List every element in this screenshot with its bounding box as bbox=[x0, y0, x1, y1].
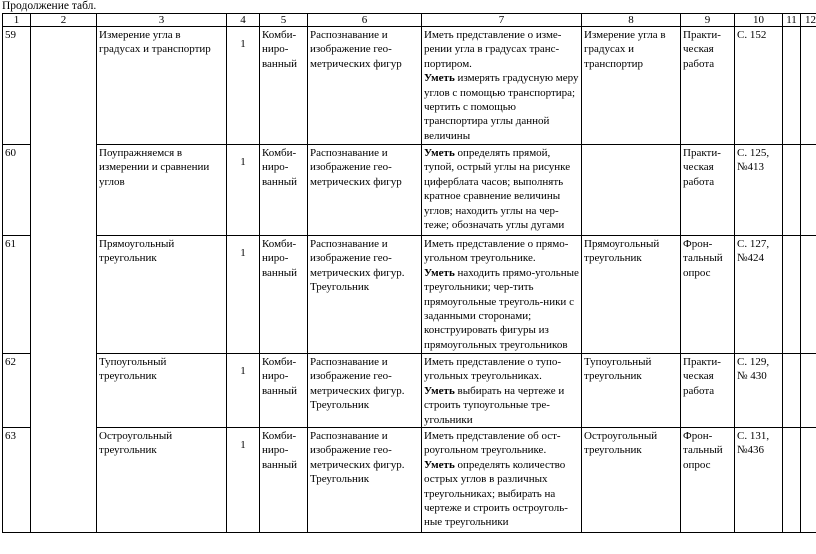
lesson-page: С. 131, №436 bbox=[735, 428, 783, 533]
lesson-col11 bbox=[783, 236, 801, 354]
lesson-activity: Распознавание и изображение гео-метрических фигур bbox=[308, 145, 422, 236]
hours-value: 1 bbox=[240, 156, 246, 168]
column-header: 5 bbox=[260, 14, 308, 27]
lesson-vocabulary: Тупоугольный треугольник bbox=[582, 354, 681, 428]
lesson-activity: Распознавание и изображение гео-метрических фигур. Треугольник bbox=[308, 428, 422, 533]
lesson-page: С. 125, №413 bbox=[735, 145, 783, 236]
lesson-type: Комби-ниро-ванный bbox=[260, 27, 308, 145]
requirements-skill: выбирать на чертеже и строить тупоугольные тре-угольники bbox=[424, 384, 565, 426]
lesson-requirements bbox=[422, 27, 582, 145]
hours-value: 1 bbox=[240, 38, 246, 50]
requirements-skill: находить прямо-угольные треугольники; чер-тить прямоугольные треуголь-ники с заданными сторонами; конструировать фигуры из прямоугольных треугольников bbox=[424, 266, 579, 351]
requirements-skill: определять количество острых углов в различных треугольниках; выбирать на чертеже и строить остроуголь-ные треугольники bbox=[424, 458, 568, 529]
column-header: 2 bbox=[31, 14, 97, 27]
column-header: 3 bbox=[97, 14, 227, 27]
column-header: 10 bbox=[735, 14, 783, 27]
lesson-vocabulary: Остроугольный треугольник bbox=[582, 428, 681, 533]
requirements-skill-label: Уметь bbox=[424, 266, 455, 279]
lesson-topic: Поупражняемся в измерении и сравнении углов bbox=[97, 145, 227, 236]
column-header: 6 bbox=[308, 14, 422, 27]
lesson-control: Практи-ческая работа bbox=[681, 145, 735, 236]
lesson-requirements bbox=[422, 236, 582, 354]
lesson-vocabulary: Измерение угла в градусах и транспортир bbox=[582, 27, 681, 145]
column-header: 9 bbox=[681, 14, 735, 27]
lesson-control: Практи-ческая работа bbox=[681, 354, 735, 428]
lesson-topic: Тупоугольный треугольник bbox=[97, 354, 227, 428]
lesson-col12 bbox=[801, 27, 816, 145]
requirements-skill-label: Уметь bbox=[424, 147, 455, 159]
lesson-col11 bbox=[783, 354, 801, 428]
column-header: 1 bbox=[3, 14, 31, 27]
lesson-col11 bbox=[783, 145, 801, 236]
lesson-requirements bbox=[422, 145, 582, 236]
table-row bbox=[3, 145, 816, 236]
lesson-col12 bbox=[801, 236, 816, 354]
lesson-page: С. 152 bbox=[735, 27, 783, 145]
requirements-skill: определять прямой, тупой, острый углы на рисунке циферблата часов; выполнять кратное сравнение величины углов; находить углы на чер-теже; обозначать углы дугами bbox=[424, 147, 571, 232]
requirements-skill: измерять градусную меру углов с помощью транспортира; чертить с помощью транспортира углы данной величины bbox=[424, 72, 579, 142]
table-row bbox=[3, 236, 816, 354]
lesson-vocabulary: Прямоугольный треугольник bbox=[582, 236, 681, 354]
lesson-plan-table bbox=[2, 13, 816, 533]
lesson-type: Комби-ниро-ванный bbox=[260, 354, 308, 428]
lesson-number: 63 bbox=[3, 428, 31, 533]
lesson-type: Комби-ниро-ванный bbox=[260, 428, 308, 533]
lesson-activity: Распознавание и изображение гео-метрических фигур. Треугольник bbox=[308, 236, 422, 354]
column-header: 7 bbox=[422, 14, 582, 27]
requirements-skill-label: Уметь bbox=[424, 72, 455, 85]
lesson-hours bbox=[227, 354, 260, 428]
lesson-number: 61 bbox=[3, 236, 31, 354]
hours-value: 1 bbox=[240, 439, 246, 452]
lesson-requirements bbox=[422, 428, 582, 533]
requirements-know: Иметь представление о тупо-угольных треугольниках. bbox=[424, 356, 562, 383]
lesson-col11 bbox=[783, 428, 801, 533]
lesson-hours bbox=[227, 428, 260, 533]
lesson-type: Комби-ниро-ванный bbox=[260, 145, 308, 236]
column-header: 12 bbox=[801, 14, 816, 27]
requirements-know: Иметь представление о прямо-угольном треугольнике. bbox=[424, 238, 569, 265]
column-header: 11 bbox=[783, 14, 801, 27]
column-number-header-row bbox=[3, 14, 816, 27]
lesson-requirements bbox=[422, 354, 582, 428]
hours-value: 1 bbox=[240, 365, 246, 377]
lesson-number: 60 bbox=[3, 145, 31, 236]
lesson-topic: Остроугольный треугольник bbox=[97, 428, 227, 533]
lesson-col12 bbox=[801, 145, 816, 236]
table-row bbox=[3, 428, 816, 533]
lesson-topic: Прямоугольный треугольник bbox=[97, 236, 227, 354]
column-header: 4 bbox=[227, 14, 260, 27]
column-header: 8 bbox=[582, 14, 681, 27]
lesson-page: С. 127, №424 bbox=[735, 236, 783, 354]
lesson-page: С. 129, № 430 bbox=[735, 354, 783, 428]
empty-column-2 bbox=[31, 27, 97, 533]
lesson-col12 bbox=[801, 354, 816, 428]
lesson-hours bbox=[227, 27, 260, 145]
lesson-control: Фрон-тальный опрос bbox=[681, 428, 735, 533]
table-caption: Продолжение табл. bbox=[2, 0, 97, 12]
requirements-skill-label: Уметь bbox=[424, 384, 455, 397]
table-row bbox=[3, 27, 816, 145]
hours-value: 1 bbox=[240, 247, 246, 259]
requirements-know: Иметь представление о изме-рении угла в градусах транс-портиром. bbox=[424, 29, 562, 70]
lesson-col11 bbox=[783, 27, 801, 145]
lesson-topic: Измерение угла в градусах и транспортир bbox=[97, 27, 227, 145]
lesson-type: Комби-ниро-ванный bbox=[260, 236, 308, 354]
lesson-control: Практи-ческая работа bbox=[681, 27, 735, 145]
lesson-number: 59 bbox=[3, 27, 31, 145]
table-row bbox=[3, 354, 816, 428]
lesson-number: 62 bbox=[3, 354, 31, 428]
requirements-know: Иметь представление об ост-роугольном треугольнике. bbox=[424, 430, 561, 457]
lesson-activity: Распознавание и изображение гео-метрических фигур bbox=[308, 27, 422, 145]
lesson-hours bbox=[227, 236, 260, 354]
lesson-hours bbox=[227, 145, 260, 236]
requirements-skill-label: Уметь bbox=[424, 458, 455, 471]
lesson-activity: Распознавание и изображение гео-метрических фигур. Треугольник bbox=[308, 354, 422, 428]
lesson-control: Фрон-тальный опрос bbox=[681, 236, 735, 354]
lesson-col12 bbox=[801, 428, 816, 533]
lesson-vocabulary bbox=[582, 145, 681, 236]
